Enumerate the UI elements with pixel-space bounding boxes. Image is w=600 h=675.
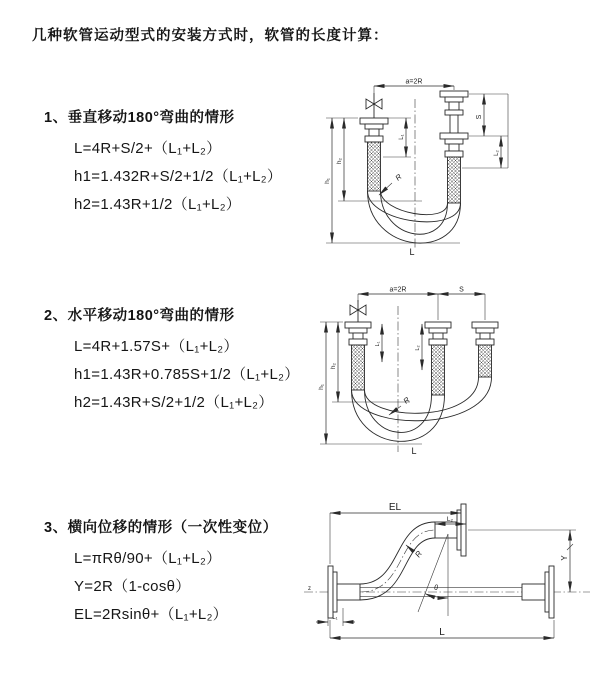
right-flange: [522, 566, 554, 618]
length-label: L: [409, 247, 415, 257]
right-pipe-fitting: [472, 322, 498, 377]
dim-l1-label: L₁: [375, 341, 381, 347]
formula-line: EL=2Rsinθ+（L₁+L₂）: [74, 606, 228, 623]
dim-h1-label: h₁: [318, 384, 325, 390]
formula-line: h1=1.43R+0.785S+1/2（L₁+L₂）: [74, 366, 300, 383]
left-pipe-fitting: [360, 118, 388, 191]
braided-hose-middle: [432, 345, 445, 395]
diagram-vertical-180: [312, 73, 572, 258]
section-horizontal-movement: [44, 304, 300, 417]
middle-pipe-fitting: [425, 322, 451, 395]
section-3-formulas: [74, 545, 278, 629]
dim-l-label: L: [439, 627, 445, 638]
section-2-heading: 2、水平移动180°弯曲的情形: [44, 308, 235, 324]
angle-label: θ: [434, 585, 438, 592]
radius-callout: [406, 545, 424, 559]
radius-label: R: [413, 549, 424, 560]
formula-line: h2=1.43R+1/2（L₁+L₂）: [74, 196, 242, 213]
dim-a2r-label: a=2R: [389, 286, 407, 294]
formula-line: h2=1.43R+S/2+1/2（L₁+L₂）: [74, 394, 274, 411]
left-flange: [328, 566, 360, 618]
hose-s-curve: [360, 522, 435, 600]
section-1-heading: 1、垂直移动180°弯曲的情形: [44, 110, 235, 126]
dim-y-label: Y: [560, 555, 569, 561]
radius-label: R: [393, 172, 404, 183]
dim-a2r: [358, 287, 485, 321]
dim-l1: [375, 324, 382, 362]
dim-l1-label: L₁: [399, 134, 405, 140]
section-2-formulas: [74, 333, 300, 417]
dim-l2-label: L₂: [446, 516, 454, 523]
section-1-formulas: [74, 135, 282, 219]
dim-l2: [494, 136, 501, 168]
radius-label: R: [401, 395, 412, 406]
formula-line: L=4R+1.57S+（L₁+L₂）: [74, 338, 239, 355]
dim-h2-label: h₂: [336, 157, 343, 165]
section-vertical-movement: [44, 106, 282, 219]
dim-h2-label: h₂: [330, 362, 337, 370]
dim-s: [438, 287, 485, 295]
section-lateral-displacement: [44, 516, 278, 629]
angle-construction: [418, 534, 448, 616]
left-pipe-fitting: [345, 322, 371, 390]
formula-line: h1=1.432R+S/2+1/2（L₁+L₂）: [74, 168, 283, 185]
right-pipe-fitting: [440, 91, 468, 203]
dim-a2r-label: a=2R: [405, 78, 423, 86]
hose-u-bends: [368, 191, 461, 243]
dim-l2-label: L₂: [415, 345, 421, 351]
valve-icon: [366, 93, 382, 118]
formula-line: Y=2R（1-cosθ）: [74, 578, 191, 595]
formula-line: L=4R+S/2+（L₁+L₂）: [74, 140, 222, 157]
section-3-heading: 3、横向位移的情形（一次性变位）: [44, 520, 278, 536]
dim-s-label: S: [476, 114, 483, 120]
braided-hose-left: [352, 345, 365, 390]
dim-l2-label: L₂: [494, 150, 500, 156]
dim-l: [330, 620, 554, 638]
diagram-horizontal-180: [310, 282, 595, 457]
valve-icon: [350, 300, 366, 322]
dim-el-label: EL: [388, 502, 402, 513]
diagram-lateral-displacement: [298, 498, 598, 653]
dim-y: [468, 530, 576, 592]
dim-l2: [415, 324, 422, 370]
dim-h1: [318, 322, 422, 444]
displaced-flange: [435, 504, 466, 556]
braided-hose-left: [368, 142, 381, 191]
dim-h1-label: h₁: [324, 178, 331, 184]
braided-hose-right: [448, 157, 461, 203]
length-label: L: [411, 446, 417, 456]
dim-l1-label: L₁: [332, 615, 338, 621]
formula-line: L=πRθ/90+（L₁+L₂）: [74, 550, 222, 567]
centerline-break-mark: z: [308, 586, 311, 592]
hose-u-bends: [352, 377, 492, 441]
dim-s-label: S: [459, 286, 464, 294]
braided-hose-right: [479, 345, 492, 377]
page-title: 几种软管运动型式的安装方式时，软管的长度计算：: [32, 28, 389, 44]
radius-callout: [379, 172, 404, 195]
